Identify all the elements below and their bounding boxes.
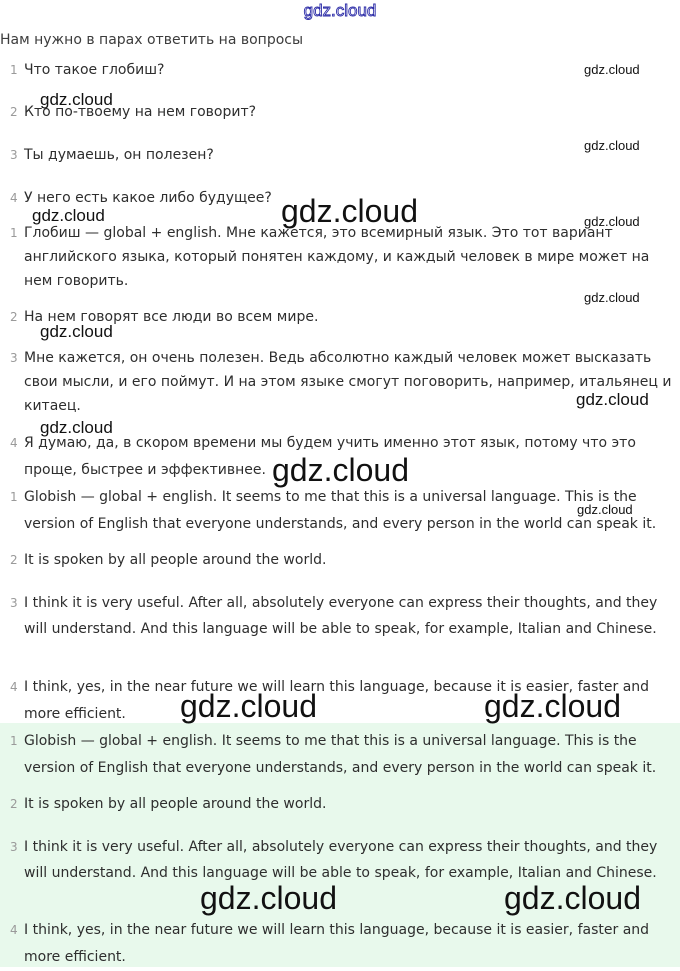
answer-en-repeat-item (0, 917, 680, 971)
item-number: 1 (10, 490, 18, 504)
item-number: 4 (10, 436, 18, 450)
item-text: I think, yes, in the near future we will learn this language, because it is easier, faster and more efficient. (24, 922, 650, 965)
watermark: gdz.cloud (484, 688, 621, 724)
watermark: gdz.cloud (32, 206, 105, 225)
item-number: 2 (10, 797, 18, 811)
item-text: Мне кажется, он очень полезен. Ведь абсолютно каждый человек может высказать свои мысли, и его поймут. И на этом языке смогут поговорить, например, итальянец и китаец. (24, 350, 672, 414)
item-text: It is spoken by all people around the world. (24, 552, 327, 568)
watermark: gdz.cloud (576, 390, 649, 409)
item-number: 4 (10, 923, 18, 937)
watermark: gdz.cloud (584, 290, 640, 305)
item-number: 2 (10, 105, 18, 119)
item-number: 2 (10, 553, 18, 567)
item-number: 3 (10, 148, 18, 162)
item-text: Я думаю, да, в скором времени мы будем учить именно этот язык, потому что это проще, быстрее и эффективнее. (24, 435, 636, 478)
item-number: 2 (10, 310, 18, 324)
watermark: gdz.cloud (504, 880, 641, 916)
watermark: gdz.cloud (40, 90, 113, 109)
watermark: gdz.cloud (577, 502, 633, 517)
answer-en-repeat-item (0, 834, 680, 886)
item-text: Ты думаешь, он полезен? (24, 147, 214, 163)
item-number: 3 (10, 840, 18, 854)
item-text: Globish — global + english. It seems to me that this is a universal language. This is the version of English that everyone understands, and every person in the world can speak it. (24, 489, 657, 532)
answer-en-repeat-item (0, 791, 680, 818)
header-watermark: gdz.cloud (303, 1, 377, 20)
intro-text: Нам нужно в парах ответить на вопросы (0, 32, 304, 48)
watermark: gdz.cloud (584, 62, 640, 77)
watermark: gdz.cloud (584, 214, 640, 229)
item-text: Что такое глобиш? (24, 62, 165, 78)
item-number: 1 (10, 63, 18, 77)
item-number: 1 (10, 226, 18, 240)
answer-ru-item (0, 221, 680, 293)
item-text: Кто по-твоему на нем говорит? (24, 104, 257, 120)
item-number: 4 (10, 680, 18, 694)
answer-en-item (0, 547, 680, 574)
item-text: It is spoken by all people around the world. (24, 796, 327, 812)
item-number: 3 (10, 351, 18, 365)
question-item (0, 142, 680, 169)
item-text: I think, yes, in the near future we will learn this language, because it is easier, faster and more efficient. (24, 679, 650, 722)
answer-en-item (0, 590, 680, 642)
item-text: Globish — global + english. It seems to me that this is a universal language. This is the version of English that everyone understands, and every person in the world can speak it. (24, 733, 657, 776)
watermark: gdz.cloud (180, 688, 317, 724)
watermark: gdz.cloud (584, 138, 640, 153)
watermark: gdz.cloud (272, 452, 409, 488)
watermark: gdz.cloud (200, 880, 337, 916)
watermark: gdz.cloud (40, 418, 113, 437)
item-text: Глобиш — global + english. Мне кажется, это всемирный язык. Это тот вариант английского языка, который понятен каждому, и каждый человек в мире может на нем говорить. (24, 225, 650, 289)
item-text: На нем говорят все люди во всем мире. (24, 309, 319, 325)
watermark: gdz.cloud (40, 322, 113, 341)
item-text: I think it is very useful. After all, absolutely everyone can express their thoughts, and they will understand. And this language will be able to speak, for example, Italian and Chinese. (24, 595, 658, 637)
item-text: I think it is very useful. After all, absolutely everyone can express their thoughts, and they will understand. And this language will be able to speak, for example, Italian and Chinese. (24, 839, 658, 881)
watermark: gdz.cloud (281, 193, 418, 229)
question-item (0, 57, 680, 84)
item-text: У него есть какое либо будущее? (24, 190, 272, 206)
item-number: 3 (10, 596, 18, 610)
item-number: 4 (10, 191, 18, 205)
answer-en-repeat-item (0, 728, 680, 782)
item-number: 1 (10, 734, 18, 748)
